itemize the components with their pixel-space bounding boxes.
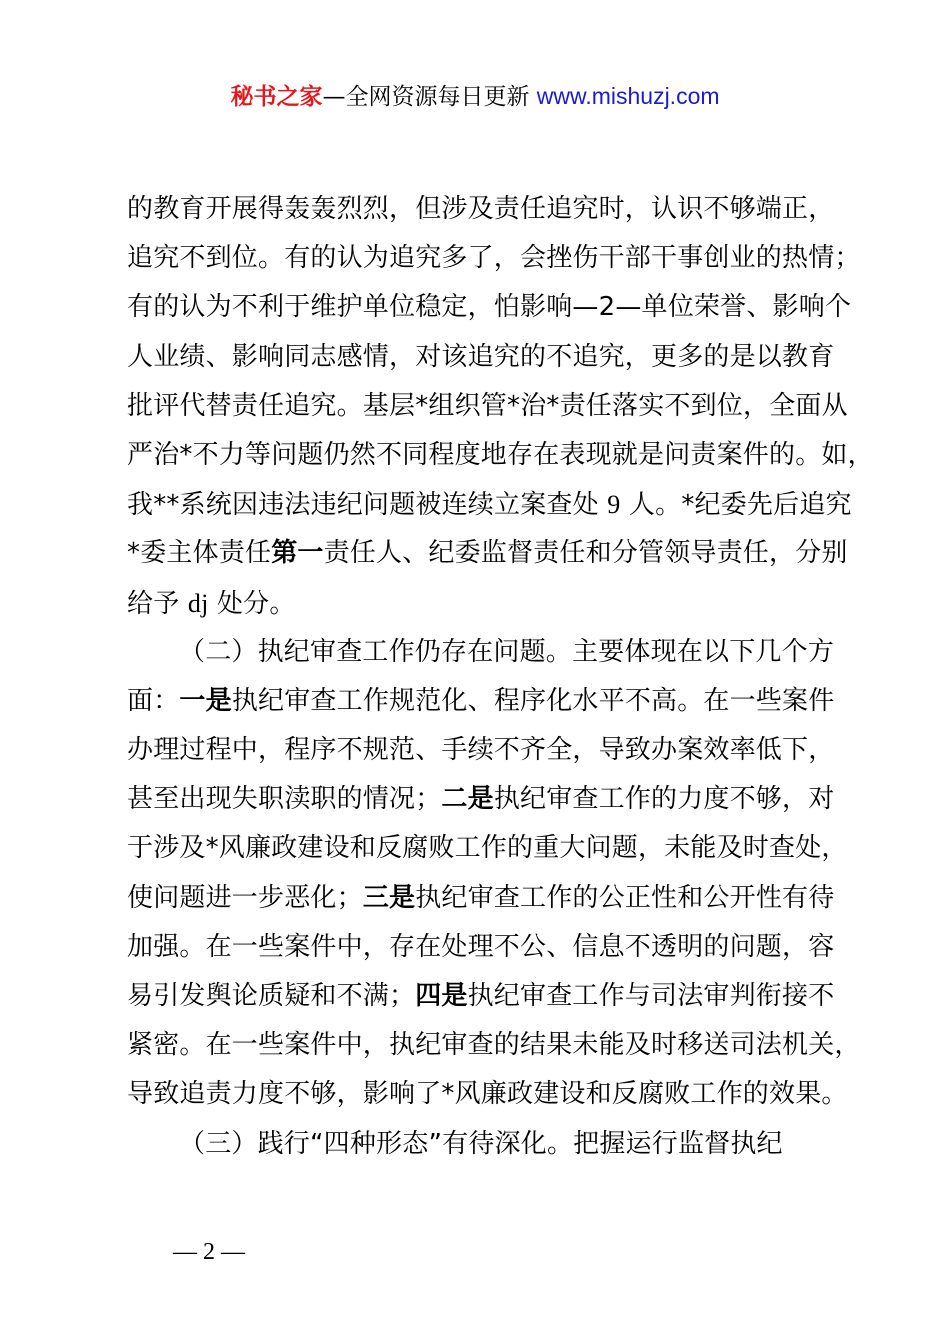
text-line: 有的认为不利于维护单位稳定，怕影响—2—单位荣誉、影响个 [127, 292, 852, 323]
emphasis-text: 一是 [179, 685, 232, 716]
section-heading-line: （三）践行“四种形态”有待深化。把握运行监督执纪 [179, 1128, 783, 1159]
text-line: 我**系统因违法违纪问题被连续立案查处 9 人。*纪委先后追究 [127, 490, 852, 521]
section-heading-line: （二）执纪审查工作仍存在问题。主要体现在以下几个方 [179, 636, 835, 667]
emphasis-text: 四是 [415, 981, 468, 1011]
body-text [127, 185, 874, 1169]
text-line: 面：一是执纪审查工作规范化、程序化水平不高。在一些案件 [127, 685, 835, 716]
text-line: 给予 dj 处分。 [127, 588, 296, 619]
emphasis-text: 二是 [441, 784, 494, 815]
text-line: 易引发舆论质疑和不满；四是执纪审查工作与司法审判衔接不 [127, 981, 835, 1011]
text-line: 的教育开展得轰轰烈烈，但涉及责任追究时，认识不够端正， [127, 194, 835, 224]
text-line: 批评代替责任追究。基层*组织管*治*责任落实不到位，全面从 [127, 390, 848, 421]
emphasis-text: 第一 [271, 538, 324, 569]
text-line: 使问题进一步恶化；三是执纪审查工作的公正性和公开性有待 [127, 882, 835, 913]
text-line: 于涉及*风廉政建设和反腐败工作的重大问题，未能及时查处， [127, 833, 848, 864]
text-line: 紧密。在一些案件中，执纪审查的结果未能及时移送司法机关， [127, 1030, 861, 1061]
page-header [0, 80, 950, 113]
emphasis-text: 三是 [362, 882, 416, 913]
header-tagline: —全网资源每日更新 [322, 84, 537, 110]
brand-name: 秘书之家 [230, 84, 323, 110]
text-line: 人业绩、影响同志感情，对该追究的不追究，更多的是以教育 [127, 341, 835, 372]
text-line: 严治*不力等问题仍然不同程度地存在表现就是问责案件的。如， [127, 439, 874, 470]
text-line: 办理过程中，程序不规范、手续不齐全，导致办案效率低下， [127, 735, 835, 766]
text-line: *委主体责任第一责任人、纪委监督责任和分管领导责任，分别 [127, 538, 848, 569]
text-line: 甚至出现失职渎职的情况；二是执纪审查工作的力度不够，对 [127, 784, 835, 815]
text-line: 导致追责力度不够，影响了*风廉政建设和反腐败工作的效果。 [127, 1079, 848, 1110]
text-line: 追究不到位。有的认为追究多了，会挫伤干部干事创业的热情； [127, 243, 861, 274]
text-line: 加强。在一些案件中，存在处理不公、信息不透明的问题，容 [127, 931, 835, 962]
page-number: — 2 — [173, 1239, 245, 1265]
website-link[interactable]: www.mishuzj.com [536, 83, 720, 109]
